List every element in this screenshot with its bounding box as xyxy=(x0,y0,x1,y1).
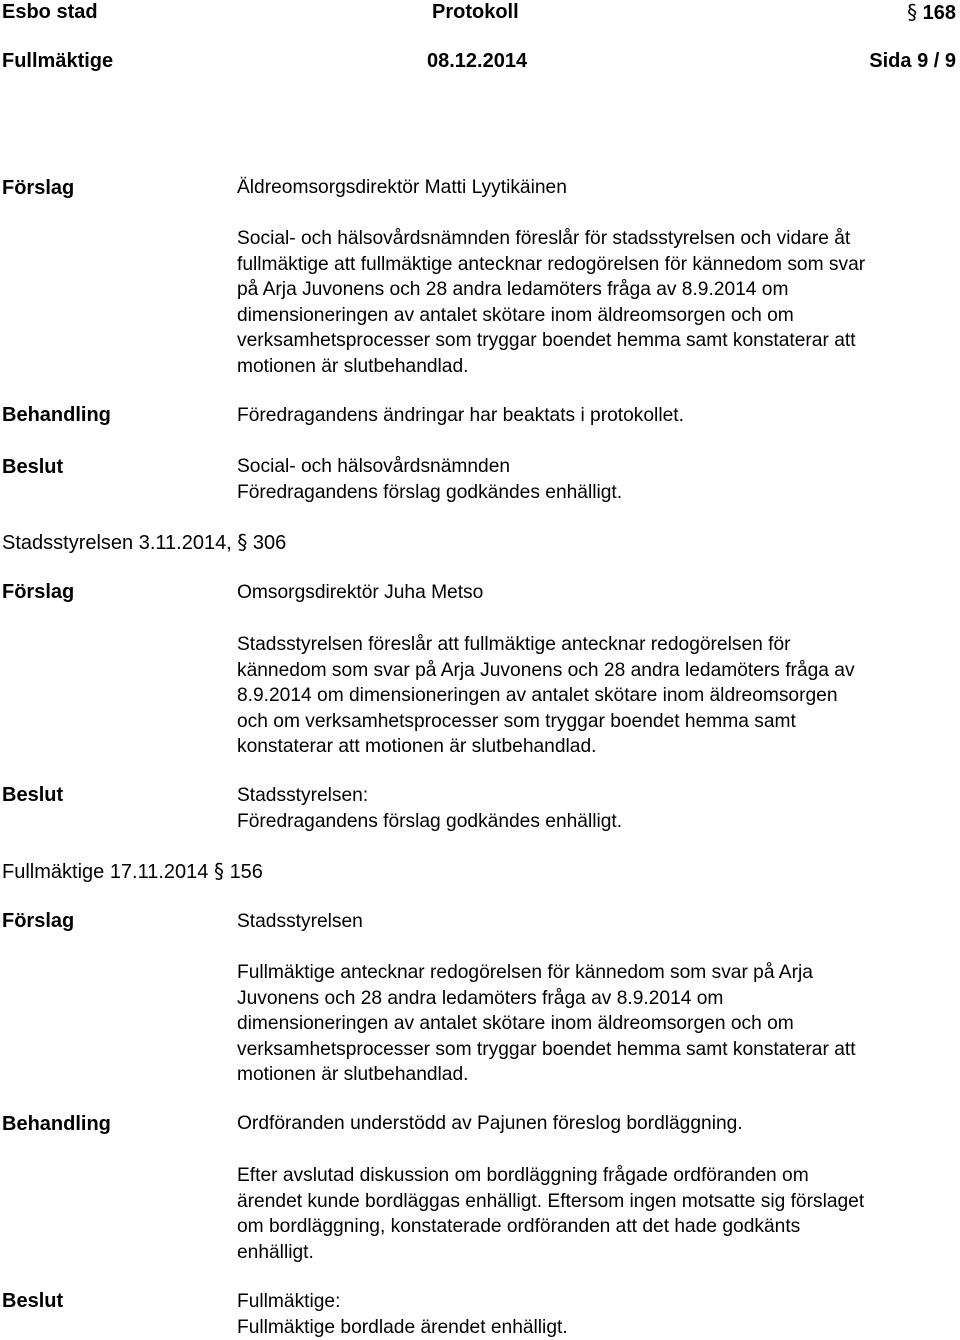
text-line: verksamhetsprocesser som tryggar boendet hemma samt konstaterar att xyxy=(237,1038,856,1060)
section-title-stadsstyrelsen xyxy=(2,530,286,555)
beslut-label-3: Beslut xyxy=(2,1290,64,1312)
text-line: ärendet kunde bordläggas enhälligt. Eftersom ingen motsatte sig förslaget xyxy=(237,1190,865,1212)
page-of: Sida 9 / 9 xyxy=(869,50,956,72)
text-line: Fullmäktige bordlade ärendet enhälligt. xyxy=(237,1316,568,1338)
proposal-text-2 xyxy=(237,632,957,760)
text-line: motionen är slutbehandlad. xyxy=(237,355,469,377)
text-line: Fullmäktige antecknar redogörelsen för kännedom som svar på Arja xyxy=(237,962,813,983)
beslut-label-2: Beslut xyxy=(2,784,64,806)
proposal-text-3 xyxy=(237,960,957,1088)
behandling-detail-3 xyxy=(237,1163,957,1265)
text-line: Efter avslutad diskussion om bordläggning frågade ordföranden om xyxy=(237,1165,809,1186)
text-line: Social- och hälsovårdsnämnden föreslår för stadsstyrelsen och vidare åt xyxy=(237,228,851,249)
forslag-label-2: Förslag xyxy=(2,581,75,603)
text-line: om bordläggning, konstaterade ordföranden att det hade godkänts xyxy=(237,1216,801,1237)
behandling-label-1: Behandling xyxy=(2,404,111,426)
text-line: fullmäktige att fullmäktige antecknar redogörelsen för kännedom som svar xyxy=(237,253,866,275)
paragraph-symbol: § xyxy=(214,859,224,883)
document-type: Protokoll xyxy=(432,1,519,23)
proposer-3: Stadsstyrelsen xyxy=(237,911,363,932)
beslut-text-3 xyxy=(237,1289,957,1340)
municipality-name: Esbo stad xyxy=(2,1,98,23)
text-line: dimensioneringen av antalet skötare inom äldreomsorgen och om xyxy=(237,304,794,326)
text-line: konstaterar att motionen är slutbehandlad. xyxy=(237,736,597,757)
text-line: Stadsstyrelsen föreslår att fullmäktige antecknar redogörelsen för xyxy=(237,634,791,655)
proposer-2: Omsorgsdirektör Juha Metso xyxy=(237,582,484,603)
paragraph-symbol: § xyxy=(237,530,248,554)
section-title-text: Stadsstyrelsen 3.11.2014, xyxy=(2,532,232,554)
text-line: motionen är slutbehandlad. xyxy=(237,1064,469,1085)
page-number xyxy=(907,0,956,25)
section-paragraph-number: 156 xyxy=(229,861,263,883)
text-line: verksamhetsprocesser som tryggar boendet hemma samt konstaterar att xyxy=(237,330,856,351)
text-line: Föredragandens förslag godkändes enhälligt. xyxy=(237,481,623,503)
text-line: på Arja Juvonens och 28 andra ledamöters fråga av 8.9.2014 om xyxy=(237,279,789,300)
behandling-text-3: Ordföranden understödd av Pajunen föreslog bordläggning. xyxy=(237,1113,743,1134)
text-line: Stadsstyrelsen: xyxy=(237,785,369,806)
proposal-text-1 xyxy=(237,226,957,379)
proposer-1: Äldreomsorgsdirektör Matti Lyytikäinen xyxy=(237,177,567,198)
text-line: Juvonens och 28 andra ledamöters fråga av 8.9.2014 om xyxy=(237,987,724,1009)
meeting-date: 08.12.2014 xyxy=(427,50,528,72)
text-line: Föredragandens förslag godkändes enhälligt. xyxy=(237,810,623,832)
forslag-label-3: Förslag xyxy=(2,910,75,932)
text-line: dimensioneringen av antalet skötare inom äldreomsorgen och om xyxy=(237,1013,794,1034)
section-title-fullmaktige xyxy=(2,859,263,884)
text-line: och om verksamhetsprocesser som tryggar boendet hemma samt xyxy=(237,710,796,732)
text-line: kännedom som svar på Arja Juvonens och 28 andra ledamöters fråga av xyxy=(237,659,855,681)
section-title-text: Fullmäktige 17.11.2014 xyxy=(2,861,209,883)
text-line: Social- och hälsovårdsnämnden xyxy=(237,456,511,477)
beslut-text-2 xyxy=(237,783,957,834)
section-paragraph-number: 306 xyxy=(252,532,287,554)
paragraph-symbol: § xyxy=(907,0,918,24)
forslag-label-1: Förslag xyxy=(2,177,75,199)
text-line: enhälligt. xyxy=(237,1241,314,1263)
behandling-label-3: Behandling xyxy=(2,1113,111,1135)
behandling-text-1: Föredragandens ändringar har beaktats i protokollet. xyxy=(237,405,684,426)
page-number-value: 168 xyxy=(922,2,956,24)
text-line: 8.9.2014 om dimensioneringen av antalet skötare inom äldreomsorgen xyxy=(237,685,838,706)
beslut-text-1 xyxy=(237,454,957,505)
text-line: Fullmäktige: xyxy=(237,1291,341,1312)
council-body: Fullmäktige xyxy=(2,50,114,72)
beslut-label-1: Beslut xyxy=(2,456,64,478)
